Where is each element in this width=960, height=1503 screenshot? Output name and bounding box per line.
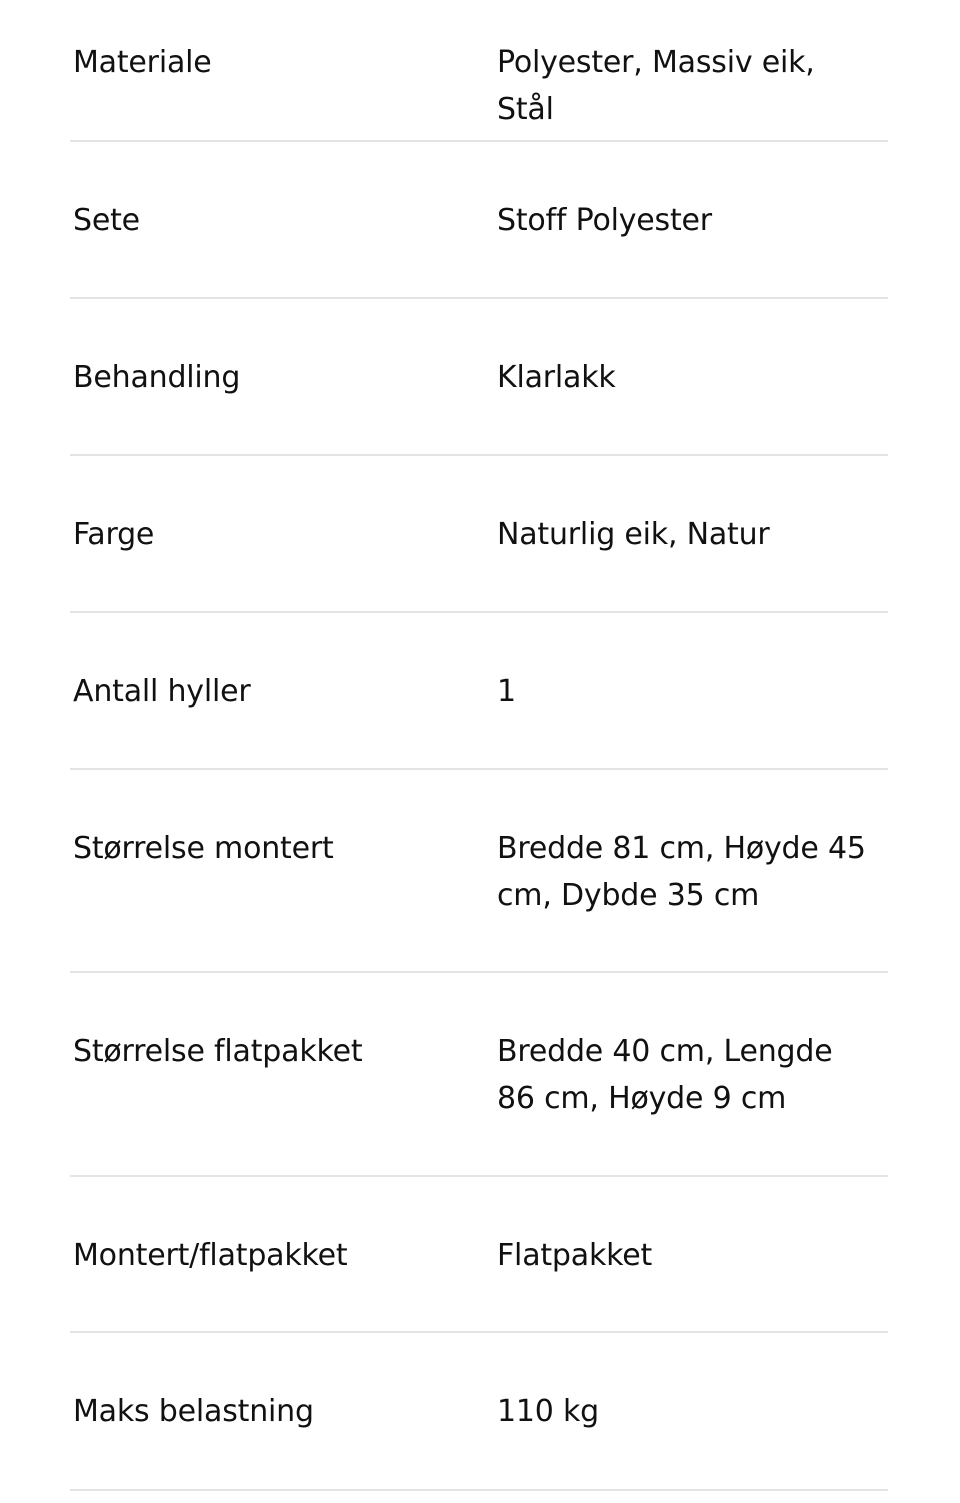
spec-row-antall-hyller <box>70 613 888 770</box>
spec-row-storrelse-montert <box>70 770 888 973</box>
spec-value: Klarlakk <box>497 360 616 395</box>
spec-label: Antall hyller <box>73 674 251 709</box>
spec-value: Stoff Polyester <box>497 203 712 238</box>
spec-label: Behandling <box>73 360 241 395</box>
spec-value: Flatpakket <box>497 1238 653 1273</box>
spec-row-montert-flatpakket <box>70 1177 888 1333</box>
spec-value: Polyester, Massiv eik, Stål <box>497 45 815 127</box>
spec-row-sete <box>70 142 888 299</box>
spec-row-maks-belastning <box>70 1333 888 1491</box>
spec-row-materiale <box>70 0 888 142</box>
spec-value: Naturlig eik, Natur <box>497 517 770 552</box>
spec-label: Størrelse flatpakket <box>73 1034 363 1069</box>
spec-row-behandling <box>70 299 888 456</box>
spec-value: Bredde 40 cm, Lengde 86 cm, Høyde 9 cm <box>497 1034 833 1116</box>
spec-value: 110 kg <box>497 1394 600 1429</box>
spec-value: 1 <box>497 674 516 709</box>
spec-value: Bredde 81 cm, Høyde 45 cm, Dybde 35 cm <box>497 831 866 913</box>
spec-label: Montert/flatpakket <box>73 1238 348 1273</box>
spec-label: Størrelse montert <box>73 831 334 866</box>
spec-label: Farge <box>73 517 155 552</box>
product-spec-table <box>70 0 888 1491</box>
spec-label: Materiale <box>73 45 212 80</box>
spec-row-farge <box>70 456 888 613</box>
spec-label: Sete <box>73 203 140 238</box>
spec-label: Maks belastning <box>73 1394 314 1429</box>
spec-row-storrelse-flatpakket <box>70 973 888 1177</box>
